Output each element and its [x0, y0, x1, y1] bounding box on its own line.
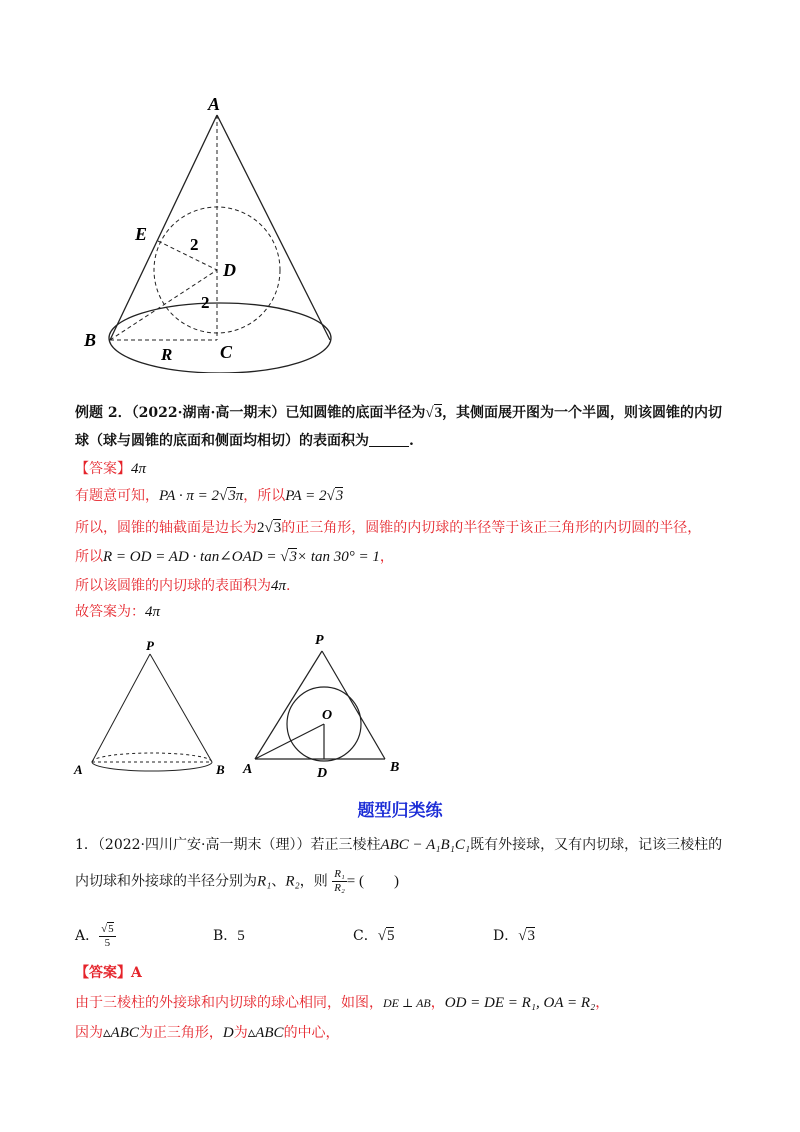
label-B: B — [84, 330, 97, 350]
text-span: PA · π = 2 — [159, 488, 220, 504]
text-span: 的中心， — [283, 1025, 340, 1041]
ratio-fraction — [332, 868, 347, 895]
text-span: π — [235, 488, 244, 504]
label-C: C — [220, 342, 233, 362]
text-span: 4π — [131, 461, 147, 477]
label-P: P — [315, 633, 324, 648]
option-b — [213, 925, 245, 945]
label-P: P — [146, 638, 154, 653]
text-span: （2022·四川广安·高一期末（理））若正三棱柱 — [97, 837, 381, 853]
text-span: 1． — [75, 837, 98, 853]
cone-figure — [70, 636, 240, 781]
text-span: ▵ABC — [247, 1025, 284, 1041]
label-B: B — [216, 762, 225, 777]
cone-inscribed-sphere-figure — [70, 88, 360, 373]
q1-line2 — [75, 868, 399, 895]
example2-line1: 例题 2．（2022·湖南·高一期末）已知圆锥的底面半径为√3，其侧面展开图为一个半圆，则该圆锥的内切 — [75, 405, 723, 421]
example2-line2 — [75, 430, 414, 450]
solution2-line1 — [75, 992, 609, 1012]
triangle-incircle-figure — [240, 628, 415, 783]
text-span: R₁ — [257, 873, 272, 890]
label-E: E — [135, 224, 148, 244]
answer2 — [75, 962, 142, 982]
label-D: D — [223, 260, 236, 280]
text-span: D． — [493, 928, 519, 944]
label-A: A — [208, 94, 221, 114]
option-c: C．√5 — [353, 928, 395, 944]
text-span: 所以该圆锥的内切球的表面积为 — [75, 578, 271, 594]
text-span: 所以 — [75, 549, 103, 565]
text-span: ， — [379, 549, 394, 565]
label-A: A — [74, 762, 83, 777]
text-span: 3 — [273, 520, 282, 536]
solution-line1: 有题意可知，PA · π = 2√3π，所以PA = 2√3 — [75, 488, 344, 504]
text-span: 、 — [271, 873, 286, 890]
text-span: 4π — [271, 578, 287, 594]
text-span: 5 — [104, 937, 111, 949]
q1-line1 — [75, 834, 722, 854]
label-O: O — [322, 708, 333, 723]
option-a: A． $\frac{√5}{5}$ — [75, 923, 114, 949]
text-span: 既有外接球，又有内切球，记该三棱柱的 — [470, 837, 723, 853]
text-span: 3 — [289, 549, 297, 565]
text-span: PA = 2 — [285, 488, 327, 504]
label-B: B — [390, 760, 400, 775]
text-span: 例题 2．（2022·湖南·高一期末）已知圆锥的底面半径为 — [75, 405, 426, 421]
text-span: ▵ABC — [103, 1025, 139, 1041]
text-span: B． — [213, 928, 238, 944]
text-span: 3 — [527, 928, 535, 944]
solution-line5 — [75, 601, 160, 621]
text-span: DE ⊥ AB — [383, 996, 431, 1010]
text-span: A — [131, 965, 142, 981]
label-2-upper: 2 — [190, 235, 199, 254]
solution-line3: 所以R = OD = AD · tan∠OAD = √3× tan 30° = 1， — [75, 549, 394, 565]
text-span: 5 — [108, 923, 114, 935]
section-title: 题型归类练 — [357, 801, 443, 821]
text-span: 故答案为： — [75, 604, 145, 620]
text-span: ，其侧面展开图为一个半圆，则该圆锥的内切 — [442, 405, 723, 421]
text-span: = ( ) — [346, 873, 399, 890]
label-D: D — [317, 766, 328, 781]
text-span: 所以，圆锥的轴截面是边长为 — [75, 520, 257, 536]
text-span: 为正三角形， — [138, 1025, 223, 1041]
text-span: 5 — [237, 928, 245, 944]
label-R: R — [161, 345, 173, 364]
text-span: ，则 — [299, 873, 328, 890]
text-span: ，所以 — [243, 488, 286, 504]
text-span: 因为 — [75, 1025, 103, 1041]
label-A: A — [243, 762, 253, 777]
text-span: ， — [430, 995, 445, 1011]
text-span: ABC − A₁B₁C₁ — [380, 837, 471, 853]
text-span: 2 — [257, 520, 265, 536]
text-span: . — [409, 433, 414, 449]
text-span: 的正三角形，圆锥的内切球的半径等于该正三角形的内切圆的半径， — [281, 520, 702, 536]
text-span: 5 — [386, 928, 395, 944]
text-span: 4π — [145, 604, 161, 620]
text-span: . — [286, 578, 291, 594]
text-span: × tan 30° = 1 — [296, 549, 380, 565]
text-span: 由于三棱柱的外接球和内切球的球心相同，如图， — [75, 995, 383, 1011]
solution-line4 — [75, 575, 290, 595]
text-span: R₂ — [334, 882, 345, 894]
text-span: 3 — [434, 405, 443, 421]
text-span: 为 — [233, 1025, 248, 1041]
option-d: D．√3 — [493, 928, 535, 944]
label-2-lower: 2 — [201, 293, 210, 312]
text-span: ， — [595, 995, 610, 1011]
text-span: R₁ — [334, 868, 345, 880]
text-span: C． — [353, 928, 378, 944]
answer-tag: 【答案】 — [75, 965, 131, 981]
answer-blank — [369, 432, 409, 447]
text-span: R₂ — [285, 873, 300, 890]
answer-tag: 【答案】 — [75, 461, 131, 477]
text-span: 3 — [335, 488, 344, 504]
text-span: A． — [75, 928, 100, 944]
answer1 — [75, 458, 146, 478]
text-span: OD = DE = R₁, OA = R₂ — [444, 995, 596, 1011]
solution2-line2 — [75, 1022, 340, 1042]
text-span: 球（球与圆锥的底面和侧面均相切）的表面积为 — [75, 433, 369, 449]
text-span: 3 — [228, 488, 236, 504]
text-span: R = OD = AD · tan∠OAD = — [103, 549, 281, 565]
text-span: 有题意可知， — [75, 488, 159, 504]
solution-line2: 所以，圆锥的轴截面是边长为2√3的正三角形，圆锥的内切球的半径等于该正三角形的内切圆的半径， — [75, 520, 702, 536]
text-span: D — [222, 1025, 234, 1041]
text-span: 内切球和外接球的半径分别为 — [75, 873, 257, 890]
